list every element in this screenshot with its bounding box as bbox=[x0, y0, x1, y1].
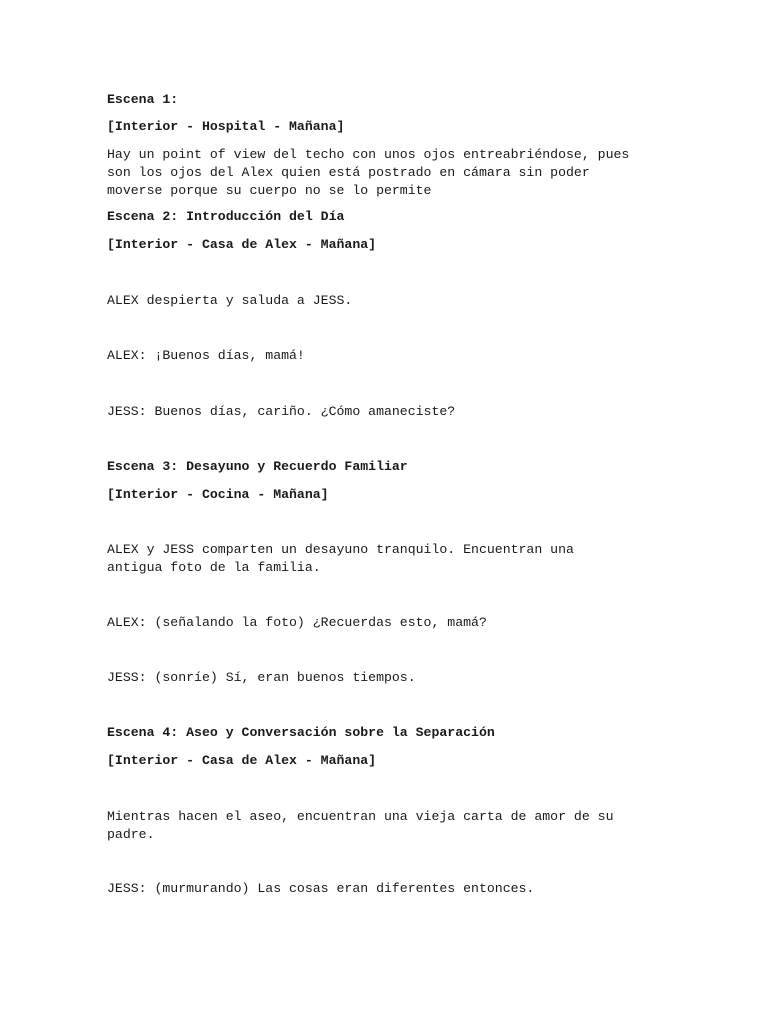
scene-1-action-line-2: son los ojos del Alex quien está postrado en cámara sin poder bbox=[107, 165, 590, 180]
scene-4-location: [Interior - Casa de Alex - Mañana] bbox=[107, 753, 377, 768]
scene-3-location: [Interior - Cocina - Mañana] bbox=[107, 487, 329, 502]
scene-4-heading: Escena 4: Aseo y Conversación sobre la Separación bbox=[107, 725, 495, 740]
scene-4-action-line-2: padre. bbox=[107, 827, 155, 842]
scene-1-action-line-1: Hay un point of view del techo con unos ojos entreabriéndose, pues bbox=[107, 147, 630, 162]
scene-2-heading: Escena 2: Introducción del Día bbox=[107, 209, 345, 224]
scene-2-action: ALEX despierta y saluda a JESS. bbox=[107, 293, 353, 308]
scene-4-action-line-1: Mientras hacen el aseo, encuentran una vieja carta de amor de su bbox=[107, 809, 614, 824]
scene-3-action-line-1: ALEX y JESS comparten un desayuno tranquilo. Encuentran una bbox=[107, 542, 574, 557]
scene-3-dialogue-2: JESS: (sonríe) Sí, eran buenos tiempos. bbox=[107, 670, 416, 685]
scene-4-dialogue-1: JESS: (murmurando) Las cosas eran diferentes entonces. bbox=[107, 881, 535, 896]
scene-1-action-line-3: moverse porque su cuerpo no se lo permite bbox=[107, 183, 432, 198]
scene-1-heading: Escena 1: bbox=[107, 92, 179, 107]
scene-1-location: [Interior - Hospital - Mañana] bbox=[107, 119, 345, 134]
scene-3-action-line-2: antigua foto de la familia. bbox=[107, 560, 321, 575]
scene-2-dialogue-1: ALEX: ¡Buenos días, mamá! bbox=[107, 348, 305, 363]
scene-2-dialogue-2: JESS: Buenos días, cariño. ¿Cómo amaneciste? bbox=[107, 404, 456, 419]
scene-3-heading: Escena 3: Desayuno y Recuerdo Familiar bbox=[107, 459, 408, 474]
scene-2-location: [Interior - Casa de Alex - Mañana] bbox=[107, 237, 377, 252]
scene-3-dialogue-1: ALEX: (señalando la foto) ¿Recuerdas esto, mamá? bbox=[107, 615, 487, 630]
